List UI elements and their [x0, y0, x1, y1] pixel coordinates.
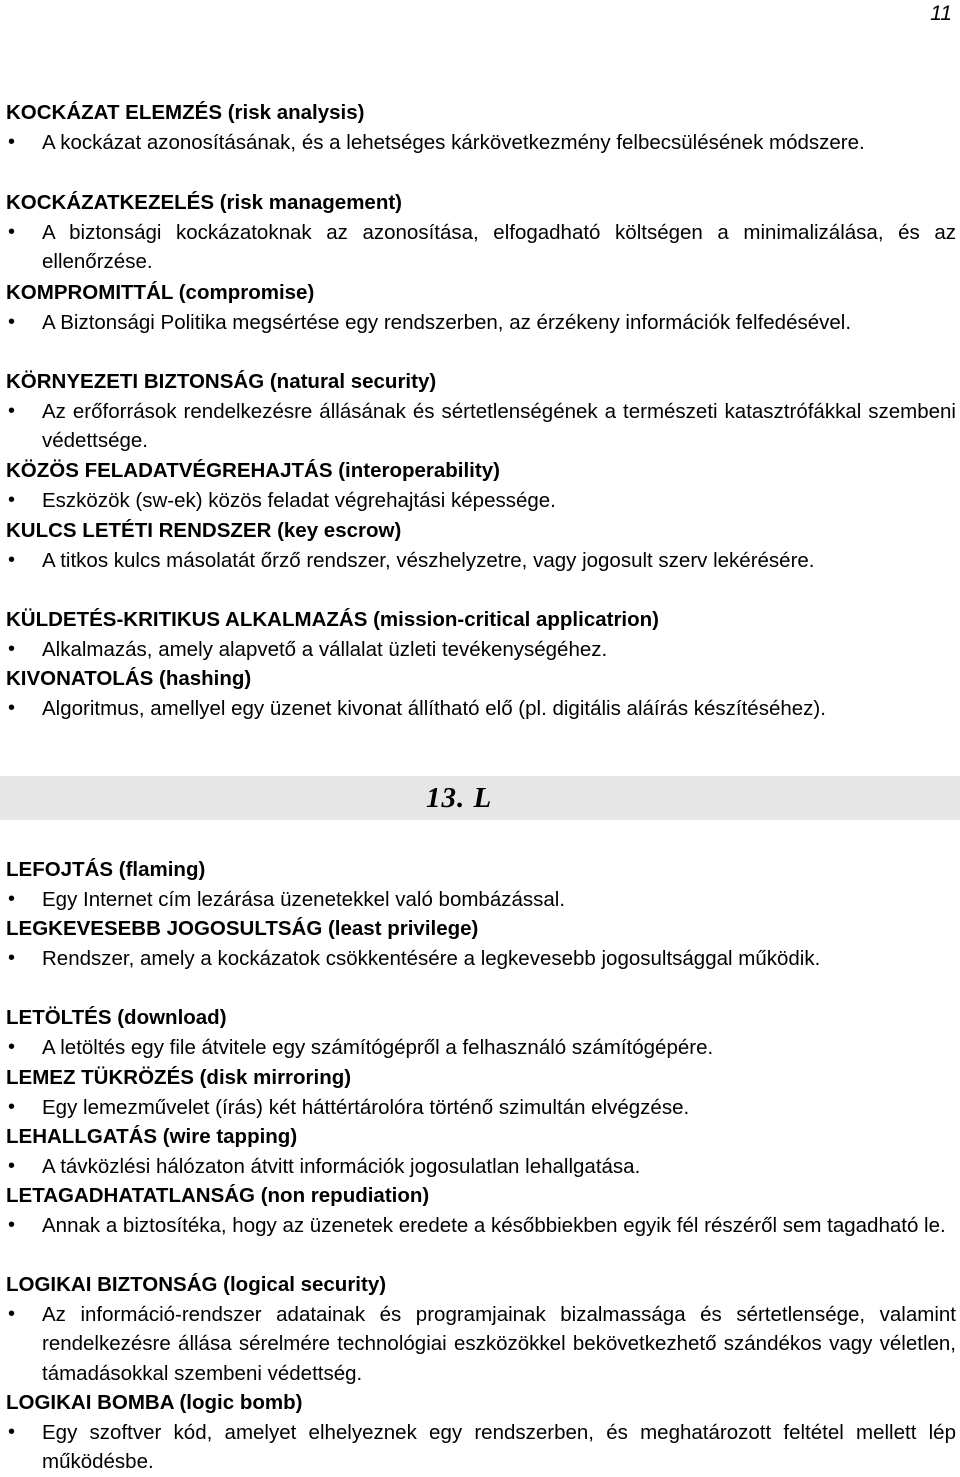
- glossary-entry: [6, 1122, 956, 1181]
- definition-text: Az erőforrások rendelkezésre állásának és sértetlenségének a természeti katasztrófákkal szembeni védettsége.: [42, 399, 956, 452]
- glossary-term: LEFOJTÁS (flaming): [6, 858, 206, 881]
- definition-text: Algoritmus, amellyel egy üzenet kivonat állítható elő (pl. digitális aláírás készítéséhez).: [42, 696, 826, 720]
- glossary-term: KOCKÁZAT ELEMZÉS (risk analysis): [6, 101, 365, 124]
- definition-text: Eszközök (sw-ek) közös feladat végrehajtási képessége.: [42, 488, 556, 512]
- bullet-icon: •: [8, 887, 16, 910]
- definition-text: Rendszer, amely a kockázatok csökkentésére a legkevesebb jogosultsággal működik.: [42, 946, 821, 970]
- bullet-icon: •: [8, 488, 16, 511]
- glossary-definition: [6, 218, 956, 277]
- glossary-term: KOCKÁZATKEZELÉS (risk management): [6, 191, 403, 214]
- glossary-definition: [6, 1211, 956, 1241]
- bullet-icon: •: [8, 1213, 16, 1236]
- glossary-term: KÜLDETÉS-KRITIKUS ALKALMAZÁS (mission-critical applicatrion): [6, 608, 659, 631]
- glossary-term: KULCS LETÉTI RENDSZER (key escrow): [6, 519, 402, 542]
- glossary-entry: [6, 516, 956, 575]
- bullet-icon: •: [8, 1154, 16, 1177]
- glossary-entry: [6, 1181, 956, 1240]
- glossary-term: LEMEZ TÜKRÖZÉS (disk mirroring): [6, 1066, 352, 1089]
- glossary-definition: [6, 1418, 956, 1477]
- glossary-term: KOMPROMITTÁL (compromise): [6, 281, 315, 304]
- definition-text: Annak a biztosítéka, hogy az üzenetek eredete a későbbiekben egyik fél részéről sem tagadható le.: [42, 1213, 946, 1237]
- glossary-definition: [6, 397, 956, 456]
- definition-text: Az információ-rendszer adatainak és programjainak bizalmassága és sértetlensége, valamint rendelkezésre állása sérelmére technológiai eszközökkel bekövetkezhető szándékos vagy véletlen, támadásokkal szembeni védettség.: [42, 1302, 956, 1385]
- glossary-definition: [6, 308, 956, 338]
- glossary-term: LEGKEVESEBB JOGOSULTSÁG (least privilege): [6, 917, 479, 940]
- glossary-term: LOGIKAI BIZTONSÁG (logical security): [6, 1273, 387, 1296]
- glossary-entry: [6, 188, 956, 277]
- bullet-icon: •: [8, 1095, 16, 1118]
- bullet-icon: •: [8, 637, 16, 660]
- glossary-definition: [6, 944, 956, 974]
- glossary-entry: [6, 1003, 956, 1062]
- glossary-term: LEHALLGATÁS (wire tapping): [6, 1125, 298, 1148]
- glossary-entry: [6, 1270, 956, 1388]
- glossary-entry: [6, 1063, 956, 1122]
- glossary-term: LETAGADHATATLANSÁG (non repudiation): [6, 1184, 430, 1207]
- glossary-definition: [6, 635, 956, 665]
- bullet-icon: •: [8, 696, 16, 719]
- glossary-term: LETÖLTÉS (download): [6, 1006, 227, 1029]
- glossary-definition: [6, 128, 956, 158]
- definition-text: Alkalmazás, amely alapvető a vállalat üzleti tevékenységéhez.: [42, 637, 608, 661]
- glossary-term: LOGIKAI BOMBA (logic bomb): [6, 1391, 303, 1414]
- definition-text: A titkos kulcs másolatát őrző rendszer, vészhelyzetre, vagy jogosult szerv lekérésére.: [42, 548, 815, 572]
- glossary-definition: [6, 1093, 956, 1123]
- definition-text: A letöltés egy file átvitele egy számítógépről a felhasználó számítógépére.: [42, 1035, 714, 1059]
- glossary-entry: [6, 1388, 956, 1477]
- bullet-icon: •: [8, 548, 16, 571]
- glossary-entry: [6, 278, 956, 337]
- glossary-entry: [6, 664, 956, 723]
- bullet-icon: •: [8, 310, 16, 333]
- glossary-definition: [6, 1033, 956, 1063]
- glossary-entry: [6, 367, 956, 456]
- bullet-icon: •: [8, 130, 16, 153]
- glossary-term: KIVONATOLÁS (hashing): [6, 667, 252, 690]
- bullet-icon: •: [8, 220, 16, 243]
- bullet-icon: •: [8, 399, 16, 422]
- glossary-definition: [6, 694, 956, 724]
- definition-text: Egy szoftver kód, amelyet elhelyeznek egy rendszerben, és meghatározott feltétel mellett lép működésbe.: [42, 1420, 956, 1473]
- bullet-icon: •: [8, 1035, 16, 1058]
- glossary-entry: [6, 914, 956, 973]
- glossary-definition: [6, 885, 956, 915]
- page-number: 11: [930, 2, 952, 25]
- bullet-icon: •: [8, 1420, 16, 1443]
- section-heading-bar: [0, 776, 960, 820]
- glossary-definition: [6, 486, 956, 516]
- glossary-definition: [6, 1152, 956, 1182]
- glossary-entry: [6, 605, 956, 664]
- glossary-entry: [6, 855, 956, 914]
- definition-text: A Biztonsági Politika megsértése egy rendszerben, az érzékeny információk felfedésével.: [42, 310, 852, 334]
- definition-text: Egy Internet cím lezárása üzenetekkel való bombázással.: [42, 887, 566, 911]
- bullet-icon: •: [8, 946, 16, 969]
- definition-text: A biztonsági kockázatoknak az azonosítása, elfogadható költségen a minimalizálása, és az ellenőrzése.: [42, 220, 956, 273]
- glossary-term: KÖRNYEZETI BIZTONSÁG (natural security): [6, 370, 437, 393]
- glossary-definition: [6, 1300, 956, 1389]
- bullet-icon: •: [8, 1302, 16, 1325]
- definition-text: Egy lemezművelet (írás) két háttértárolóra történő szimultán elvégzése.: [42, 1095, 690, 1119]
- definition-text: A távközlési hálózaton átvitt információk jogosulatlan lehallgatása.: [42, 1154, 641, 1178]
- glossary-entry: [6, 98, 956, 157]
- glossary-term: KÖZÖS FELADATVÉGREHAJTÁS (interoperability): [6, 459, 500, 482]
- glossary-entry: [6, 456, 956, 515]
- glossary-definition: [6, 546, 956, 576]
- section-heading: 13. L: [426, 782, 493, 814]
- definition-text: A kockázat azonosításának, és a lehetséges kárkövetkezmény felbecsülésének módszere.: [42, 130, 865, 154]
